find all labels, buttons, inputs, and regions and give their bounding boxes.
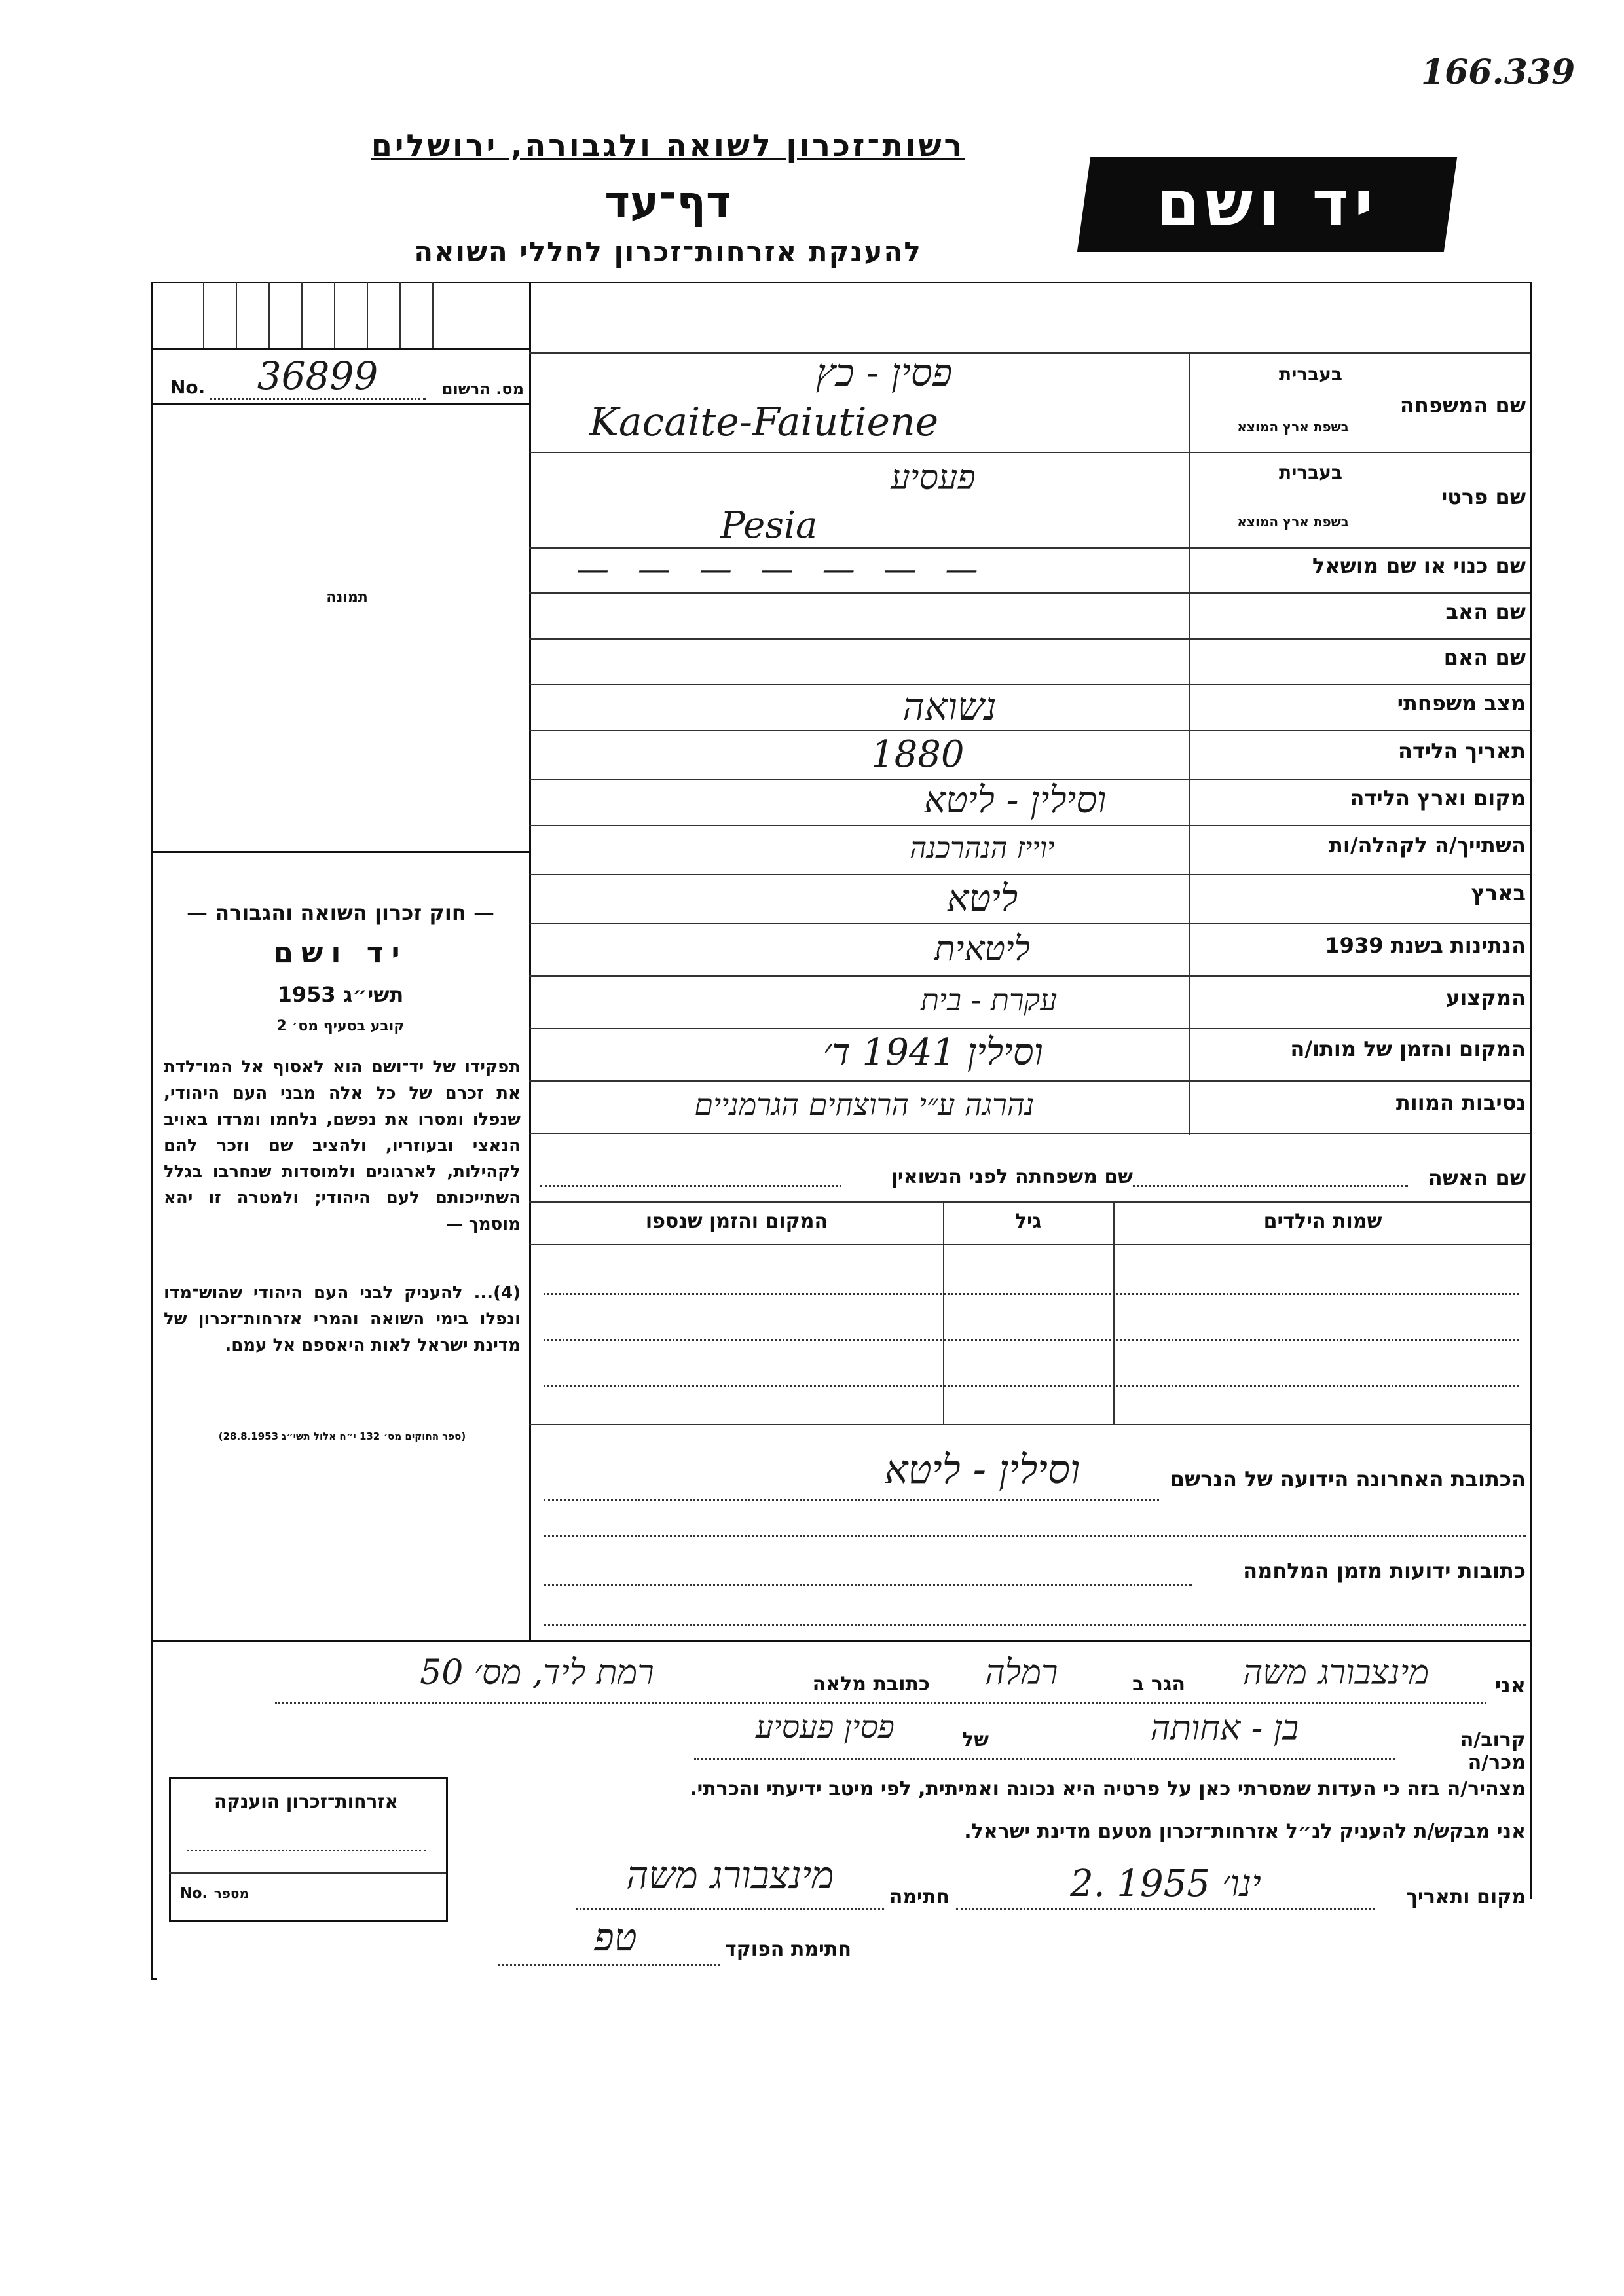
citizenship-granted-title: אזרחות־זכרון הוענקה bbox=[214, 1791, 398, 1812]
law-citation: (ספר החוקים מס׳ 132 י״ח אלול תשי״ג 28.8.1953) bbox=[218, 1430, 466, 1442]
birthplace-label: מקום וארץ הלידה bbox=[1350, 786, 1526, 811]
row-line bbox=[529, 874, 1530, 875]
officer-signature: טפ bbox=[594, 1915, 637, 1959]
marital-label: מצב משפחתי bbox=[1397, 691, 1526, 716]
surname-hebrew-value: פסין - כץ bbox=[815, 350, 953, 395]
row-line bbox=[529, 923, 1530, 924]
declarant-city: רמלה bbox=[985, 1653, 1058, 1692]
country-label: בארץ bbox=[1471, 881, 1526, 905]
row-line bbox=[529, 1080, 1530, 1082]
children-header-line bbox=[529, 1244, 1530, 1245]
citizenship-number-label: מספר bbox=[213, 1886, 249, 1901]
spouse-field bbox=[1133, 1185, 1408, 1187]
declaration-top-line bbox=[151, 1640, 1532, 1642]
birthplace-value: וסילין - ליטא bbox=[923, 779, 1107, 822]
firstname-origin-label: בשפת ארץ המוצא bbox=[1237, 514, 1349, 530]
relative-label: קרוב/ה מכר/ה bbox=[1460, 1728, 1526, 1774]
reg-box-sep bbox=[268, 282, 270, 348]
reg-box-sep bbox=[367, 282, 368, 348]
row-line bbox=[529, 1424, 1530, 1425]
children-col-sep bbox=[1113, 1201, 1115, 1424]
community-value: יוייז הנהרכנה bbox=[910, 831, 1055, 865]
reg-box-sep bbox=[334, 282, 335, 348]
logo-text: יד ושם bbox=[1156, 167, 1378, 240]
declarant-name: מינצבורג משה bbox=[1242, 1653, 1430, 1692]
reg-box-sep bbox=[203, 282, 204, 348]
frame-top bbox=[151, 282, 1532, 283]
death-value: וסילין 1941 ד׳ bbox=[823, 1031, 1043, 1074]
archive-number: 166.339 bbox=[1421, 52, 1576, 92]
declarant-address-label: כתובת מלאה bbox=[812, 1673, 930, 1696]
law-body-1: תפקידו של יד־ושם הוא לאסוף אל המו־לדת את זכרם של כל אלה מבני העם היהודי, שנפלו ומסרו את נפשם, נלחמו ומרדו באויב הנאצי ובעוזריו, ולהציב שם וזכר להם לקהילות, לארגונים ולמוסדות שנחרבו בגלל השתייכותם לעם היהודי; ולמטרה זו יהא מוסמך — bbox=[164, 1057, 521, 1234]
statement-1: מצהיר/ה בזה כי העדות שמסרתי כאן על פרטיה היא נכונה ואמיתית, לפי מיטב ידיעתי והכרתי. bbox=[690, 1777, 1526, 1800]
place-date-label: מקום ותאריך bbox=[1406, 1886, 1526, 1908]
last-address-value: וסילין - ליטא bbox=[884, 1447, 1080, 1493]
declarant-i-label: אני bbox=[1494, 1673, 1526, 1698]
wartime-address-label: כתובות ידועות מזמן המלחמה bbox=[1243, 1558, 1526, 1583]
law-clause: קובע בסעיף מס׳ 2 bbox=[276, 1018, 405, 1034]
frame-right bbox=[1530, 282, 1532, 1899]
nickname-value: — — — — — — — bbox=[576, 550, 987, 588]
frame-left bbox=[151, 282, 153, 1980]
row-line bbox=[529, 638, 1530, 640]
children-row bbox=[544, 1385, 1519, 1387]
relative-line bbox=[694, 1758, 1395, 1760]
row-line bbox=[529, 1133, 1530, 1134]
officer-line bbox=[498, 1964, 720, 1966]
law-year: תשי״ג 1953 bbox=[277, 982, 404, 1007]
row-line bbox=[529, 730, 1530, 731]
citizenship-box-divider bbox=[169, 1872, 446, 1874]
surname-hebrew-label: בעברית bbox=[1278, 363, 1342, 385]
citizenship-label: הנתינות בשנת 1939 bbox=[1325, 933, 1526, 958]
law-body-2: (4)... להעניק לבני העם היהודי שהוש־מדו ונפלו בימי השואה והמרי אזרחות־זכרון של מדינת ישראל לאות היאספם אל עמם. bbox=[164, 1283, 521, 1355]
reg-box-sep bbox=[399, 282, 401, 348]
children-col-sep bbox=[943, 1201, 944, 1424]
marital-value: נשואה bbox=[902, 684, 997, 729]
firstname-hebrew-label: בעברית bbox=[1278, 462, 1342, 483]
law-heading: — חוק זכרון השואה והגבורה — bbox=[187, 900, 494, 925]
declarant-signature: מינצבורג משה bbox=[626, 1853, 834, 1897]
row-line bbox=[529, 825, 1530, 826]
reg-label: מס. הרשום bbox=[441, 380, 524, 398]
children-names-header: שמות הילדים bbox=[1263, 1210, 1382, 1233]
firstname-hebrew-value: פעסיע bbox=[891, 458, 976, 498]
registration-number: 36899 bbox=[210, 354, 426, 400]
photo-bottom-line bbox=[151, 851, 529, 853]
row-line bbox=[529, 592, 1530, 594]
father-label: שם האב bbox=[1445, 599, 1526, 624]
death-label: המקום והזמן של מותו/ה bbox=[1290, 1036, 1526, 1061]
wartime-address-line-2 bbox=[544, 1624, 1526, 1626]
last-address-label: הכתובת האחרונה הידועה של הנרשם bbox=[1170, 1467, 1526, 1491]
profession-label: המקצוע bbox=[1446, 985, 1526, 1010]
place-date-value: 2. ינו׳ 1955 bbox=[1070, 1863, 1261, 1905]
place-date-line bbox=[956, 1908, 1375, 1910]
photo-label: תמונה bbox=[326, 589, 368, 606]
firstname-origin-value: Pesia bbox=[720, 504, 818, 547]
spouse-maiden-label: שם משפחתה לפני הנשואין bbox=[891, 1165, 1133, 1188]
declarant-line bbox=[275, 1702, 1486, 1704]
officer-label: חתימת הפוקד bbox=[725, 1938, 851, 1961]
statement-2: אני מבקש/ת להעניק לנ״ל אזרחות־זכרון מטעם מדינת ישראל. bbox=[964, 1820, 1526, 1843]
signature-label: חתימה bbox=[889, 1886, 950, 1908]
signature-line bbox=[576, 1908, 884, 1910]
row-line bbox=[529, 1201, 1530, 1203]
law-name: יד ושם bbox=[273, 936, 408, 970]
circumstances-value: נהרגה ע״י הרוצחים הגרמניים bbox=[694, 1087, 1035, 1122]
surname-origin-value: Kacaite-Faiutiene bbox=[589, 399, 939, 445]
frame-bottom-tick bbox=[151, 1978, 157, 1980]
row-line bbox=[529, 547, 1530, 549]
children-row bbox=[544, 1293, 1519, 1295]
firstname-label: שם פרטי bbox=[1441, 484, 1526, 509]
declarant-resides-label: הגר ב bbox=[1132, 1673, 1185, 1696]
children-place-header: המקום והזמן שנספו bbox=[645, 1210, 828, 1233]
document-subtitle: להענקת אזרחות־זכרון לחללי השואה bbox=[414, 236, 922, 268]
country-value: ליטא bbox=[946, 877, 1018, 920]
reg-box-sep bbox=[432, 282, 434, 348]
row-line bbox=[529, 975, 1530, 977]
birthdate-label: תאריך הלידה bbox=[1397, 738, 1526, 763]
label-column-divider bbox=[1189, 352, 1190, 1135]
citizenship-box-line bbox=[187, 1850, 426, 1851]
nickname-label: שם כנוי או שם מושאל bbox=[1312, 553, 1526, 578]
citizenship-value: ליטאית bbox=[934, 930, 1030, 969]
declarant-address: רמת ליד, מס׳ 50 bbox=[420, 1653, 654, 1692]
wartime-address-line bbox=[544, 1584, 1192, 1586]
citizenship-no-label: No. bbox=[180, 1886, 208, 1902]
row-line bbox=[529, 452, 1530, 453]
reg-no-label: No. bbox=[170, 376, 206, 398]
relative-value: בן - אחותה bbox=[1150, 1709, 1299, 1748]
spouse-label: שם האשה bbox=[1428, 1165, 1526, 1190]
children-age-header: גיל bbox=[1014, 1210, 1042, 1233]
mother-label: שם האם bbox=[1443, 645, 1526, 670]
last-address-line bbox=[544, 1499, 1159, 1501]
children-row bbox=[544, 1339, 1519, 1341]
reg-box-sep bbox=[301, 282, 303, 348]
surname-label: שם המשפחה bbox=[1399, 393, 1526, 418]
spouse-maiden-field bbox=[540, 1185, 841, 1187]
row-line bbox=[529, 1028, 1530, 1029]
profession-value: עקרת - בית bbox=[920, 982, 1058, 1017]
birthdate-value: 1880 bbox=[871, 733, 965, 776]
reg-box-line bbox=[151, 348, 529, 350]
last-address-line-2 bbox=[544, 1535, 1526, 1537]
reg-bottom-line bbox=[151, 403, 529, 405]
community-label: השתייך/ה לקהלה/ות bbox=[1328, 833, 1526, 858]
relative-of-label: של bbox=[962, 1728, 989, 1751]
frame-divider bbox=[529, 282, 531, 1640]
reg-box-sep bbox=[236, 282, 237, 348]
surname-origin-label: בשפת ארץ המוצא bbox=[1237, 419, 1349, 435]
circumstances-label: נסיבות המוות bbox=[1395, 1090, 1526, 1115]
org-line: רשות־זכרון לשואה ולגבורה, ירושלים bbox=[371, 128, 965, 163]
document-title: דף־עד bbox=[604, 177, 731, 227]
relative-of-value: פסין פעסיע bbox=[756, 1709, 895, 1745]
